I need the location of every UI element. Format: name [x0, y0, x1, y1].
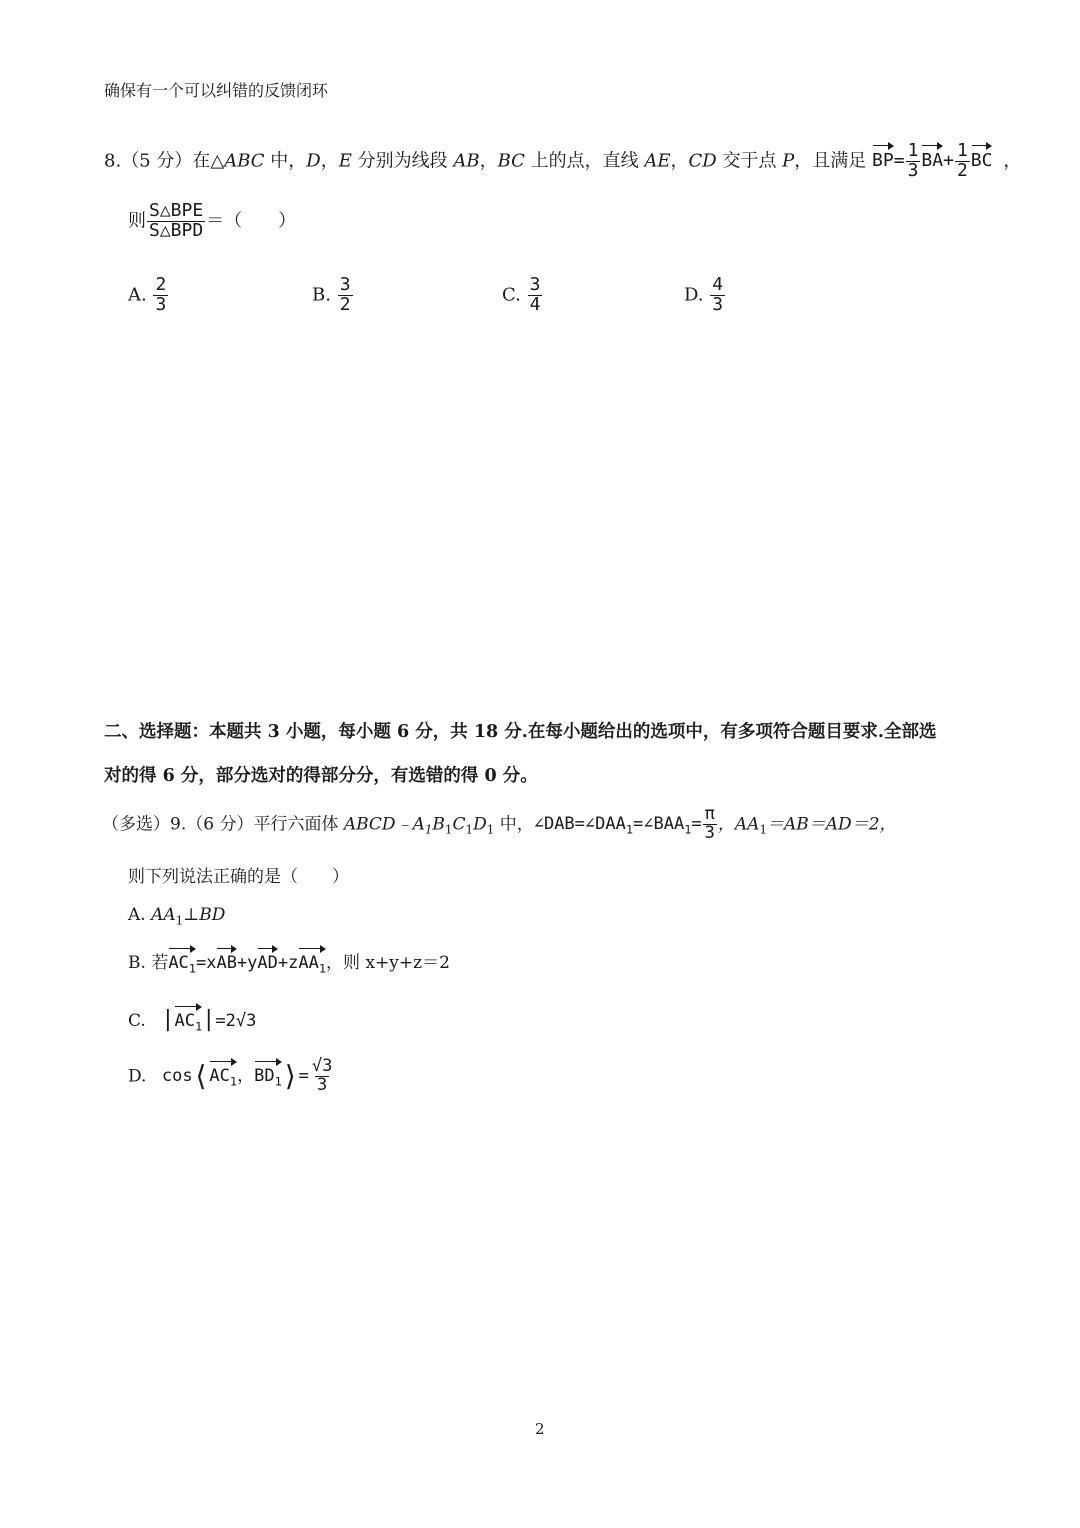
q8-option-b[interactable]: B. $\frac{3}{2}$	[312, 274, 351, 315]
vector-ab: AB	[216, 945, 236, 973]
fraction-sqrt3-over-3: $\frac{√3}{3}$	[311, 1056, 333, 1095]
vector-aa1: $AA_1$	[298, 945, 326, 975]
area-ratio-fraction: $\frac{\text{S△BPE}}{\text{S△BPD}}$	[149, 200, 204, 241]
question-9-stem: （多选）9.（6 分）平行六面体 $ABCD﹣A_1B_1C_1D_1$ 中，$\angle DAB=\angle DAA_1=\angle BAA_1=$ $\frac{\pi}{3}$ ，$AA_1=AB=AD=2$，	[102, 804, 897, 843]
vector-ad: AD	[257, 945, 277, 973]
question-8-stem: 8.（5 分）在△ABC 中，D，E 分别为线段 AB，BC 上的点，直线 AE，CD 交于点 P，且满足 BP= $\frac{1}{3}$ BA+ $\frac{1}{2}$ BC ，	[104, 140, 1022, 181]
question-9-prompt: 则下列说法正确的是（ ）	[128, 867, 349, 887]
section-2-heading-line-2: 对的得 6 分，部分选对的得部分分，有选错的得 0 分。	[104, 766, 538, 786]
q8-option-a[interactable]: A. $\frac{2}{3}$	[128, 274, 167, 315]
question-8-ratio: 则 $\frac{\text{S△BPE}}{\text{S△BPD}}$ ＝（ ）	[128, 200, 297, 241]
vector-bp: BP	[872, 142, 894, 171]
q9-option-d[interactable]: D. $\cos⟨AC_1$，$BD_1⟩=$ $\frac{√3}{3}$	[128, 1056, 333, 1095]
vector-bc: BC	[971, 142, 993, 171]
q9-option-b[interactable]: B. 若$AC_1=xAB+yAD+zAA_1$，则 x+y+z＝2	[128, 945, 450, 975]
angle-equation: $\angle DAB=\angle DAA_1=\angle BAA_1=$ $\frac{\pi}{3}$	[533, 804, 715, 843]
q9-option-a[interactable]: A. $AA_1\perp BD$	[128, 905, 226, 928]
q8-score: （5 分）	[121, 150, 193, 172]
vector-ac1: $AC_1$	[174, 1003, 202, 1033]
q8-number: 8.	[104, 150, 122, 172]
vector-bd1: $BD_1$	[254, 1058, 282, 1088]
fraction-pi-over-3: $\frac{\pi}{3}$	[704, 804, 715, 843]
q9-option-c[interactable]: C. $|AC_1|=2√3$	[128, 1003, 256, 1033]
vector-ba: BA	[921, 142, 943, 171]
header-note: 确保有一个可以纠错的反馈闭环	[104, 81, 329, 100]
vector-ac1: $AC_1$	[209, 1058, 237, 1088]
q8-vector-equation: BP= $\frac{1}{3}$ BA+ $\frac{1}{2}$ BC	[872, 140, 993, 181]
page-number: 2	[535, 1420, 545, 1438]
fraction-one-third: $\frac{1}{3}$	[907, 140, 919, 181]
vector-ac1: $AC_1$	[168, 945, 196, 975]
q8-option-c[interactable]: C. $\frac{3}{4}$	[502, 274, 541, 315]
fraction-one-half: $\frac{1}{2}$	[956, 140, 968, 181]
q8-option-d[interactable]: D. $\frac{4}{3}$	[684, 274, 724, 315]
section-2-heading-line-1: 二、选择题：本题共 3 小题，每小题 6 分，共 18 分.在每小题给出的选项中，有多项符合题目要求.全部选	[104, 722, 937, 742]
